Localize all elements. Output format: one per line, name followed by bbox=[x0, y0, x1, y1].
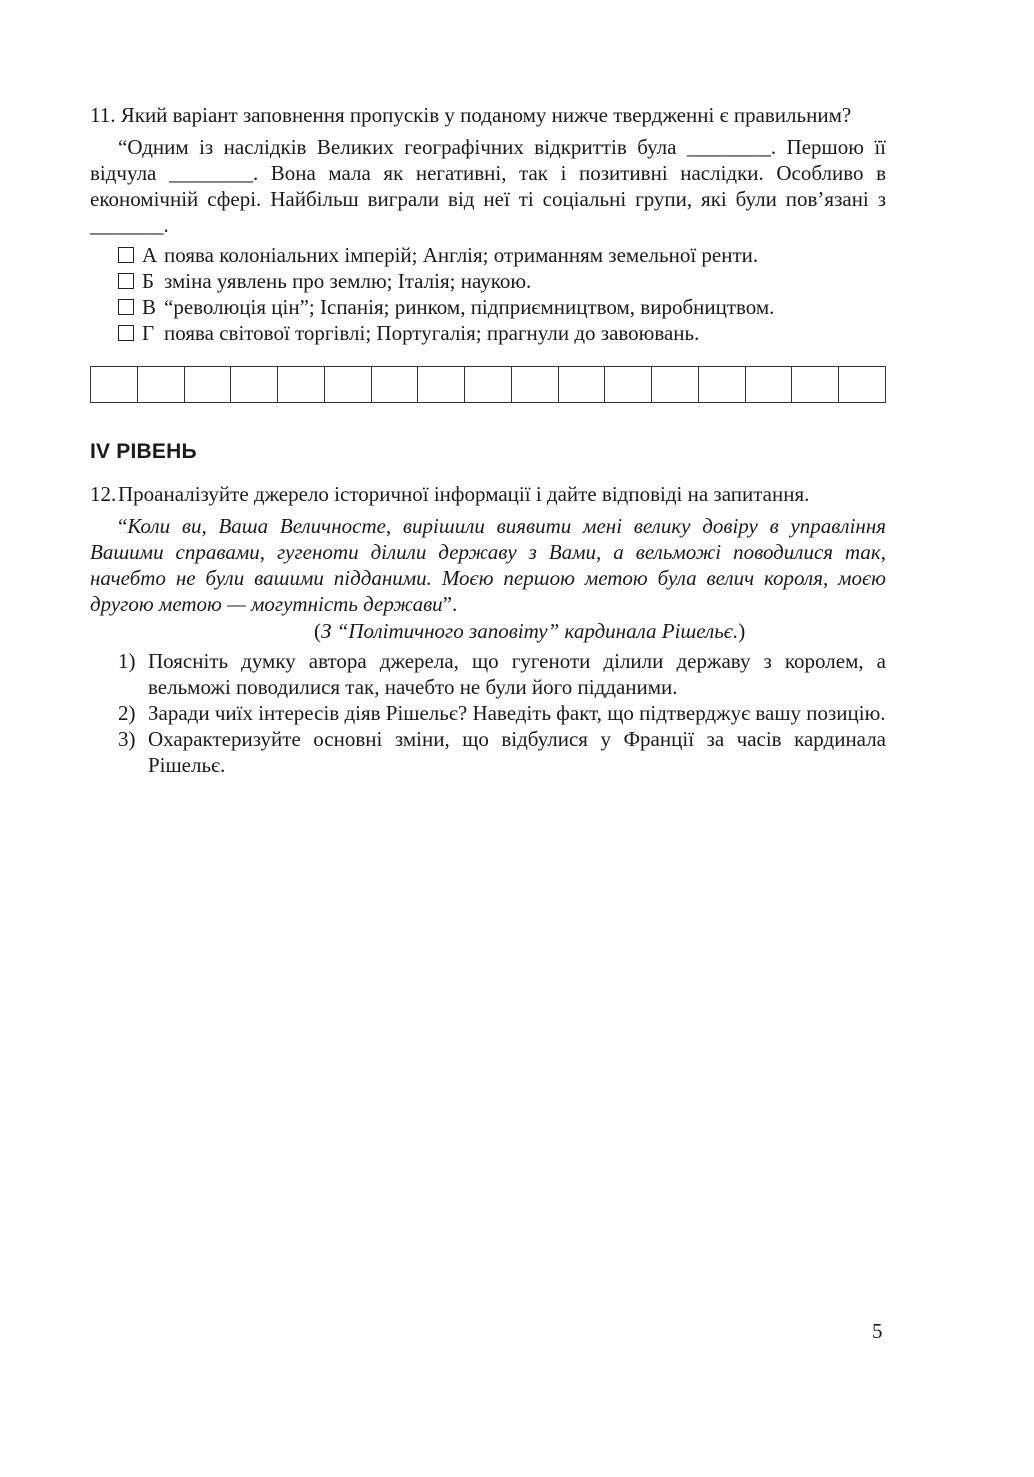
answer-cell[interactable] bbox=[465, 367, 512, 403]
sub-question-2-number: 2) bbox=[118, 701, 136, 725]
option-b-text: зміна уявлень про землю; Італія; наукою. bbox=[164, 269, 532, 293]
option-b-letter: Б bbox=[142, 269, 155, 293]
answer-options bbox=[118, 242, 886, 346]
answer-cell[interactable] bbox=[512, 367, 559, 403]
sub-question-1-text: Поясніть думку автора джерела, що гугеноти ділили державу з королем, а вельможі поводилися так, начебто не були його підданими. bbox=[148, 649, 886, 699]
answer-cell[interactable] bbox=[605, 367, 652, 403]
option-d-text: поява світової торгівлі; Португалія; прагнули до завоювань. bbox=[164, 321, 700, 345]
answer-cell[interactable] bbox=[138, 367, 185, 403]
answer-cell[interactable] bbox=[91, 367, 138, 403]
quote-source bbox=[90, 618, 886, 644]
level-heading: IV РІВЕНЬ bbox=[90, 440, 197, 463]
quote-text: Коли ви, Ваша Величносте, вирішили виявити мені велику довіру в управління Вашими справами, гугеноти ділили державу з Вами, а вельможі поводилися так, начебто не були вашими підданими. Моєю першою метою була велич короля, моєю другою метою — могутність держави bbox=[90, 514, 886, 616]
quote-open-mark: “ bbox=[118, 514, 128, 538]
question-11-number: 11. bbox=[90, 103, 116, 127]
question-11-text: Який варіант заповнення пропусків у поданому нижче твердженні є правильним? bbox=[120, 103, 852, 127]
option-c-text: “революція цін”; Іспанія; ринком, підприємництвом, виробництвом. bbox=[164, 295, 775, 319]
source-open-paren: ( bbox=[314, 619, 321, 643]
answer-cell[interactable] bbox=[231, 367, 278, 403]
sub-question-2-text: Заради чиїх інтересів діяв Рішельє? Наведіть факт, що підтверджує вашу позицію. bbox=[148, 701, 886, 725]
option-b-checkbox[interactable] bbox=[118, 273, 134, 289]
option-a-checkbox[interactable] bbox=[118, 247, 134, 263]
option-c-checkbox[interactable] bbox=[118, 299, 134, 315]
answer-cell[interactable] bbox=[839, 367, 886, 403]
sub-question-1-number: 1) bbox=[118, 649, 136, 673]
sub-question-1 bbox=[118, 648, 886, 700]
question-11-statement: “Одним із наслідків Великих географічних відкриттів була ________. Першою її відчула ________. Вона мала як негативні, так і позитивні наслідки. Особливо в економічній сфері. Найбільш виграли від неї ті соціальні групи, які були пов’язані з _______. bbox=[90, 135, 886, 237]
option-b[interactable] bbox=[118, 268, 886, 294]
option-d[interactable] bbox=[118, 320, 886, 346]
source-close-paren: ) bbox=[738, 619, 746, 643]
page-content bbox=[90, 102, 886, 778]
question-12 bbox=[90, 481, 886, 507]
sub-question-3-number: 3) bbox=[118, 727, 136, 751]
answer-grid[interactable] bbox=[90, 366, 886, 403]
source-text: З “Політичного заповіту” кардинала Рішельє. bbox=[321, 619, 739, 643]
option-c[interactable] bbox=[118, 294, 886, 320]
question-11 bbox=[90, 102, 886, 128]
sub-questions bbox=[118, 648, 886, 778]
source-quote bbox=[90, 513, 886, 617]
sub-question-2 bbox=[118, 700, 886, 726]
answer-cell[interactable] bbox=[792, 367, 839, 403]
option-a[interactable] bbox=[118, 242, 886, 268]
question-12-text: Проаналізуйте джерело історичної інформації і дайте відповіді на запитання. bbox=[118, 482, 810, 506]
answer-cell[interactable] bbox=[278, 367, 325, 403]
option-d-letter: Г bbox=[142, 321, 155, 345]
sub-question-3 bbox=[118, 726, 886, 778]
option-a-text: поява колоніальних імперій; Англія; отриманням земельної ренти. bbox=[164, 243, 759, 267]
quote-close-mark: ”. bbox=[442, 592, 458, 616]
answer-cell[interactable] bbox=[418, 367, 465, 403]
answer-cell[interactable] bbox=[699, 367, 746, 403]
answer-cell[interactable] bbox=[185, 367, 232, 403]
sub-question-3-text: Охарактеризуйте основні зміни, що відбулися у Франції за часів кардинала Рішельє. bbox=[148, 727, 886, 777]
answer-cell[interactable] bbox=[746, 367, 793, 403]
question-12-number: 12. bbox=[90, 482, 117, 506]
option-a-letter: А bbox=[142, 243, 158, 267]
answer-cell[interactable] bbox=[559, 367, 606, 403]
option-c-letter: В bbox=[142, 295, 157, 319]
answer-cell[interactable] bbox=[652, 367, 699, 403]
answer-cell[interactable] bbox=[325, 367, 372, 403]
answer-cell[interactable] bbox=[372, 367, 419, 403]
page-number: 5 bbox=[872, 1319, 883, 1343]
option-d-checkbox[interactable] bbox=[118, 325, 134, 341]
